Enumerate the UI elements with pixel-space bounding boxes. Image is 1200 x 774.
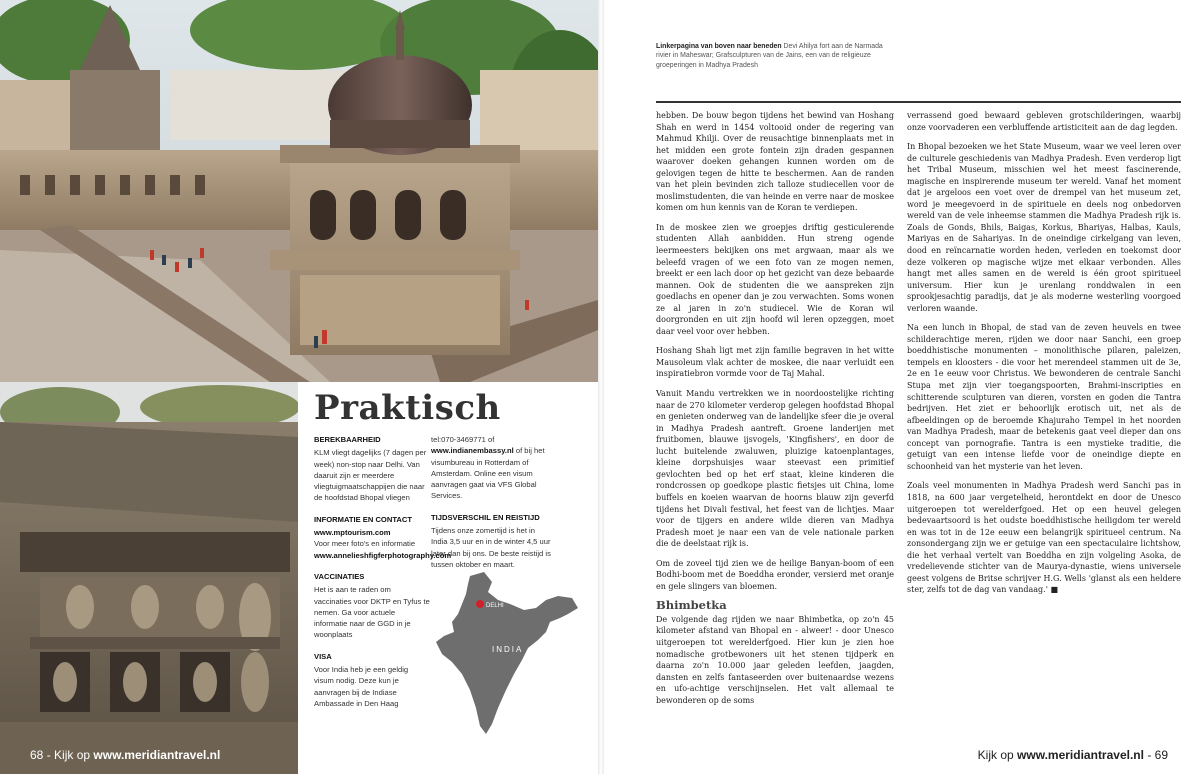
footer-right-link[interactable]: www.meridiantravel.nl bbox=[1017, 748, 1144, 762]
embassy-block bbox=[431, 434, 551, 502]
col1-paragraph-2: In de moskee zien we groepjes driftig gesticulerende studenten Allah aanbidden. Hun streng ogende leermeesters bekijken ons met argwaan, maar als we beleefd vragen of we een foto van ze mogen nemen, breekt er een lach door op het gezicht van deze bebaarde mannen. Ook de studenten die we aanspreken zijn goedlachs en opener dan je zou verwachten. Soms wonen ze al jaren in zo'n studiecel. Wie de Koran wil doorgronden en uit zijn hoofd wil leren opzeggen, moet daar veel voor over hebben. bbox=[656, 222, 894, 336]
jain-sculptures-illustration bbox=[0, 382, 298, 774]
praktisch-column-left bbox=[314, 434, 452, 719]
india-map bbox=[432, 570, 582, 740]
delhi-label: DELHI bbox=[486, 603, 504, 609]
vaccinaties-text: Het is aan te raden om vaccinaties voor DKTP en Tyfus te nemen. Ga voor actuele informatie naar de GGD in je woonplaats bbox=[314, 585, 430, 640]
footer-left-page: 68 bbox=[30, 748, 44, 762]
bhimbetka-heading: Bhimbetka bbox=[656, 598, 727, 613]
embassy-tel: tel:070-3469771 of bbox=[431, 435, 495, 444]
vaccinaties-heading: VACCINATIES bbox=[314, 571, 365, 581]
footer-right-prefix: Kijk op bbox=[977, 748, 1014, 762]
caption-lead: Linkerpagina van boven naar beneden bbox=[656, 43, 782, 50]
visa-text: Voor India heb je een geldig visum nodig. Deze kun je aanvragen bij de Indiase Ambassade in Den Haag bbox=[314, 665, 409, 708]
tijdsverschil-text: Tijdens onze zomertijd is het in India 3,5 uur en in de winter 4,5 uur later dan bij ons. De beste reistijd is tussen oktober en maart. bbox=[431, 526, 551, 569]
col2-paragraph-4: Zoals veel monumenten in Madhya Pradesh werd Sanchi pas in 1818, na 600 jaar vergetelheid, herontdekt en door de Unesco uitgeroepen tot werelderfgoed. Het op een heuvel gelegen bedevaartsoord is het oudste boeddhistische heiligdom ter wereld en was tot in de 12e eeuw een belangrijk spiritueel centrum. Na zonsondergang zijn we er getuige van een spectaculaire lichtshow, die het verhaal vertelt van Boeddha en zijn volgeling Asoka, de vredelievende stichter van de Maurya-dynastie, wiens universele geest volgens de Britse schrijver H.G. Wells 'glanst als een heldere ster, zelfs tot de dag van vandaag.' ■ bbox=[907, 481, 1181, 595]
caption-text: Devi Ahilya fort aan de Narmada rivier in Maheswar; Grafsculpturen van de Jains, een van de religieuze groeperingen in Madhya Pradesh bbox=[656, 43, 883, 69]
col1-paragraph-6: De volgende dag rijden we naar Bhimbetka, op zo'n 45 kilometer afstand van Bhopal en - alweer! - door Unesco uitgeroepen tot werelderfgoed. Hier kun je zien hoe nomadische grotbewoners uit het stenen tijdperk en daarna zo'n 10.000 jaar geleden leefden, jaagden, dansten en zelfs fantaseerden over buitenaardse wezens en ufo-achtige verschijnselen. Het valt allemaal te bewonderen op de soms bbox=[656, 614, 894, 705]
india-label: INDIA bbox=[492, 645, 524, 654]
photo-caption bbox=[656, 42, 892, 70]
col1-paragraph-5: Om de zoveel tijd zien we de heilige Banyan-boom of een Bodhi-boom met de Boeddha eronder, versierd met oranje en gele slingers van bloemen. bbox=[656, 558, 894, 591]
bereikbaarheid-heading: BEREKBAARHEID bbox=[314, 435, 381, 444]
fort-photo-illustration bbox=[0, 0, 598, 382]
jain-sculptures-photo bbox=[0, 382, 298, 774]
praktisch-column-right bbox=[431, 434, 551, 580]
visa-heading: VISA bbox=[314, 651, 332, 661]
informatie-text: Voor meer foto's en informatie bbox=[314, 539, 416, 549]
tijdsverschil-heading: TIJDSVERSCHIL EN REISTIJD bbox=[431, 512, 540, 522]
col2-paragraph-1: verrassend goed bewaard gebleven grotschilderingen, waarbij onze voorvaderen een verbluffende artisticiteit aan de dag legden. bbox=[907, 111, 1181, 132]
photography-link[interactable]: www.annelieshfigferphotography.com bbox=[314, 550, 452, 560]
informatie-block bbox=[314, 527, 452, 561]
header-rule bbox=[656, 101, 1181, 103]
col1-paragraph-1: hebben. De bouw begon tijdens het bewind van Hoshang Shah en werd in 1454 voltooid onder de regering van Mahmud Khilji. Over de reusachtige binnenplaats met in het midden een grote fontein zijn draden gespannen waarover doeken gehangen kunnen worden om de gelovigen tegen de hitte te beschermen. Aan de randen van het plein bevinden zich talloze studiecellen voor de moslimstudenten, die van heinde en verre naar de moskee komen om hun kennis van de Koran te verdiepen. bbox=[656, 111, 894, 213]
col2-paragraph-2: In Bhopal bezoeken we het State Museum, waar we veel leren over de culturele geschiedenis van Madhya Pradesh. Even verderop ligt het Tribal Museum, misschien wel het meest fascinerende, magische en inspirerende museum ter wereld. Vanaf het moment dat je argeloos een voet over de drempel van het museum zet, word je meegevoerd in de spirituele en deels nog onbedorven wereld van de vele inheemse stammen die Madhya Pradesh rijk is. Zoals de Gonds, Bhils, Baigas, Korkus, Bhariyas, Halbas, Kauls, Mariyas en de Sahariyas. In de oneindige cirkelgang van leven, dood en reïncarnatie worden heden, verleden en toekomst door deze volkeren op magische wijze met elkaar verbonden. Alles hangt met alles samen en de wereld is één groot spiritueel universum. Hier kun je urenlang ronddwalen in een sprookjesachtig paradijs, dat je als moderne westerling voorgoed verloren waande. bbox=[907, 142, 1181, 313]
fort-photo bbox=[0, 0, 598, 382]
footer-left bbox=[30, 748, 220, 762]
praktisch-box bbox=[310, 388, 598, 774]
bereikbaarheid-text: KLM vliegt dagelijks (7 dagen per week) non-stop naar Delhi. Van daaruit zijn er meerdere vliegtuigmaatschappijen die naar de hoofdstad Bhopal vliegen bbox=[314, 448, 427, 503]
embassy-text: of bij het visumbureau in Rotterdam of Amsterdam. Online een visum aanvragen gaat via VFS Global Services. bbox=[431, 446, 545, 501]
embassy-link[interactable]: www.indianembassy.nl bbox=[431, 446, 514, 456]
col2-paragraph-3: Na een lunch in Bhopal, de stad van de zeven heuvels en twee schilderachtige meren, rijden we door naar Sanchi, een groep boeddhistische monumenten – monolithische pilaren, paleizen, tempels en kloosters - die voor het merendeel stammen uit de 3e, 2e en 1e eeuw voor Christus. We bewonderen de centrale Sanchi Stupa met zijn vier toegangspoorten, Brahmi-inscripties en schitterende sculpturen van dieren, vorsten en goden die Tantra bedrijven. Het ziet er behoorlijk erotisch uit, net als de afbeeldingen op de beroemde Khajuraho Tempel in het noorden van Madhya Pradesh, maar de betekenis gaat veel dieper dan ons concept van pornografie. Tantra is een mystieke traditie, die getuigt van een intense liefde voor de oneindige diepte en schoonheid van het mysterie van het leven. bbox=[907, 323, 1181, 471]
article-column-1 bbox=[656, 110, 894, 714]
mptourism-link[interactable]: www.mptourism.com bbox=[314, 528, 391, 538]
praktisch-title: Praktisch bbox=[314, 388, 501, 428]
footer-right bbox=[978, 748, 1168, 762]
col1-paragraph-4: Vanuit Mandu vertrekken we in noordoostelijke richting naar de 270 kilometer verderop gelegen hoofdstad Bhopal en genieten onderweg van de landelijke sfeer die je overal in Madhya Pradesh aantreft. Groene landerijen met fruitbomen, blauwe ijsvogels, 'Kingfishers', en door de lucht buitelende zwaluwen, pluizige katoenplantages, kleine dorpshuisjes waar steevast een primitief gevlochten bed op het erf staat, kleine kinderen die rondcrossen op goedkope plastic fietsjes uit China, lome buffels en koeien waarvan de hoorns blauw zijn geverfd tijdens het Divali festival, het feest van de lichtjes. Maar voor de tijgers en andere wilde dieren van Madhya Pradesh moet je naar een van de vele nationale parken die de deelstaat rijk is. bbox=[656, 389, 894, 549]
footer-left-prefix: - Kijk op bbox=[46, 748, 91, 762]
page-gutter bbox=[598, 0, 604, 774]
article-column-2 bbox=[907, 110, 1181, 604]
footer-left-link[interactable]: www.meridiantravel.nl bbox=[93, 748, 221, 762]
delhi-marker bbox=[476, 600, 484, 608]
footer-right-page: - 69 bbox=[1147, 748, 1168, 762]
informatie-heading: INFORMATIE EN CONTACT bbox=[314, 514, 413, 524]
col1-paragraph-3: Hoshang Shah ligt met zijn familie begraven in het witte Mausoleum vlak achter de moskee, die naar verluidt een inspiratiebron vormde voor de Taj Mahal. bbox=[656, 346, 894, 379]
